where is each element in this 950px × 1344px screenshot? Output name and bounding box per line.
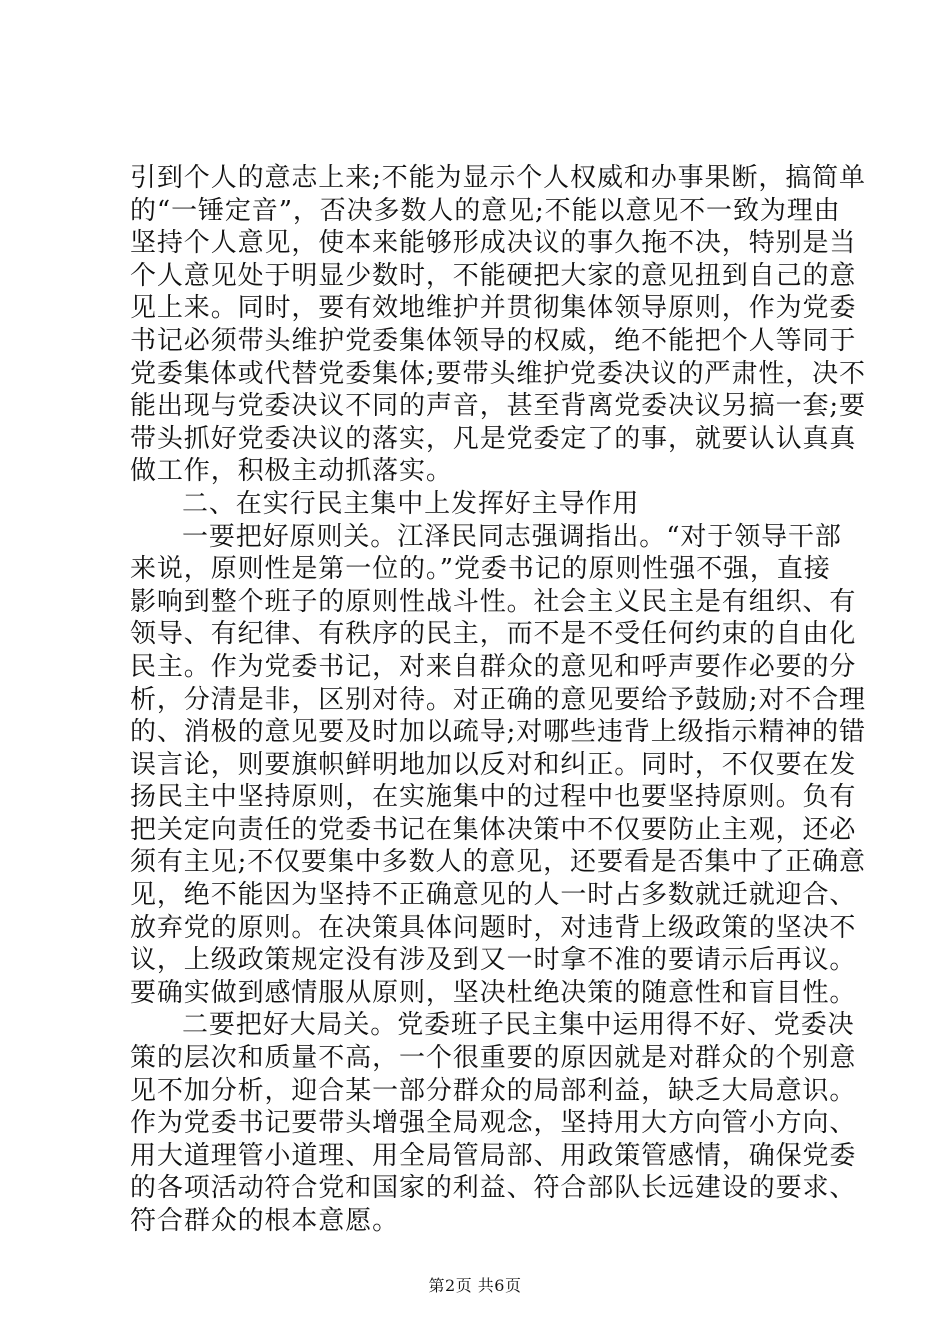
text-line: 民主。作为党委书记，对来自群众的意见和呼声要作必要的分 (130, 651, 857, 682)
text-line: 析，分清是非，区别对待。对正确的意见要给予鼓励;对不合理 (130, 684, 866, 715)
text-line: 来说，原则性是第一位的。”党委书记的原则性强不强，直接 (130, 554, 831, 585)
text-line: 二要把好大局关。党委班子民主集中运用得不好、党委决 (182, 1010, 855, 1041)
text-line: 议，上级政策规定没有涉及到又一时拿不准的要请示后再议。 (130, 945, 857, 976)
text-line: 领导、有纪律、有秩序的民主，而不是不受任何约束的自由化 (130, 619, 857, 650)
text-line: 引到个人的意志上来;不能为显示个人权威和办事果断，搞简单 (130, 163, 866, 193)
text-line: 影响到整个班子的原则性战斗性。社会主义民主是有组织、有 (130, 586, 857, 617)
text-line: 把关定向责任的党委书记在集体决策中不仅要防止主观，还必 (130, 814, 857, 845)
text-line: 坚持个人意见，使本来能够形成决议的事久拖不决，特别是当 (130, 228, 857, 259)
text-line: 放弃党的原则。在决策具体问题时，对违背上级政策的坚决不 (130, 912, 857, 943)
text-line: 做工作，积极主动抓落实。 (130, 456, 453, 487)
section-heading: 二、在实行民主集中上发挥好主导作用 (182, 488, 640, 519)
text-line: 的、消极的意见要及时加以疏导;对哪些违背上级指示精神的错 (130, 717, 866, 748)
body-text (130, 162, 866, 1238)
text-line: 策的层次和质量不高，一个很重要的原因就是对群众的个别意 (130, 1043, 857, 1074)
text-line: 见上来。同时，要有效地维护并贯彻集体领导原则，作为党委 (130, 293, 857, 324)
text-line: 用大道理管小道理、用全局管局部、用政策管感情，确保党委 (130, 1140, 857, 1171)
text-line: 作为党委书记要带头增强全局观念，坚持用大方向管小方向、 (130, 1108, 857, 1139)
text-line: 符合群众的根本意愿。 (130, 1206, 400, 1236)
text-line: 误言论，则要旗帜鲜明地加以反对和纠正。同时，不仅要在发 (130, 749, 857, 780)
text-line: 扬民主中坚持原则，在实施集中的过程中也要坚持原则。负有 (130, 782, 857, 813)
text-line: 须有主见;不仅要集中多数人的意见，还要看是否集中了正确意 (130, 847, 866, 878)
text-line: 个人意见处于明显少数时，不能硬把大家的意见扭到自己的意 (130, 260, 857, 291)
text-line: 的“一锤定音”，否决多数人的意见;不能以意见不一致为理由 (130, 195, 841, 226)
text-line: 见，绝不能因为坚持不正确意见的人一时占多数就迁就迎合、 (130, 880, 857, 911)
text-line: 的各项活动符合党和国家的利益、符合部队长远建设的要求、 (130, 1173, 857, 1204)
text-line: 党委集体或代替党委集体;要带头维护党委决议的严肃性，决不 (130, 358, 866, 389)
text-line: 要确实做到感情服从原则，坚决杜绝决策的随意性和盲目性。 (130, 977, 857, 1008)
text-line: 一要把好原则关。江泽民同志强调指出。“对于领导干部 (182, 521, 842, 552)
text-line: 书记必须带头维护党委集体领导的权威，绝不能把个人等同于 (130, 325, 857, 356)
text-line: 能出现与党委决议不同的声音，甚至背离党委决议另搞一套;要 (130, 391, 866, 422)
text-line: 带头抓好党委决议的落实，凡是党委定了的事，就要认认真真 (130, 423, 857, 454)
text-line: 见不加分析，迎合某一部分群众的局部利益，缺乏大局意识。 (130, 1075, 857, 1106)
page-number-label: 第2页 共6页 (428, 1276, 522, 1295)
page-footer (0, 1273, 950, 1296)
